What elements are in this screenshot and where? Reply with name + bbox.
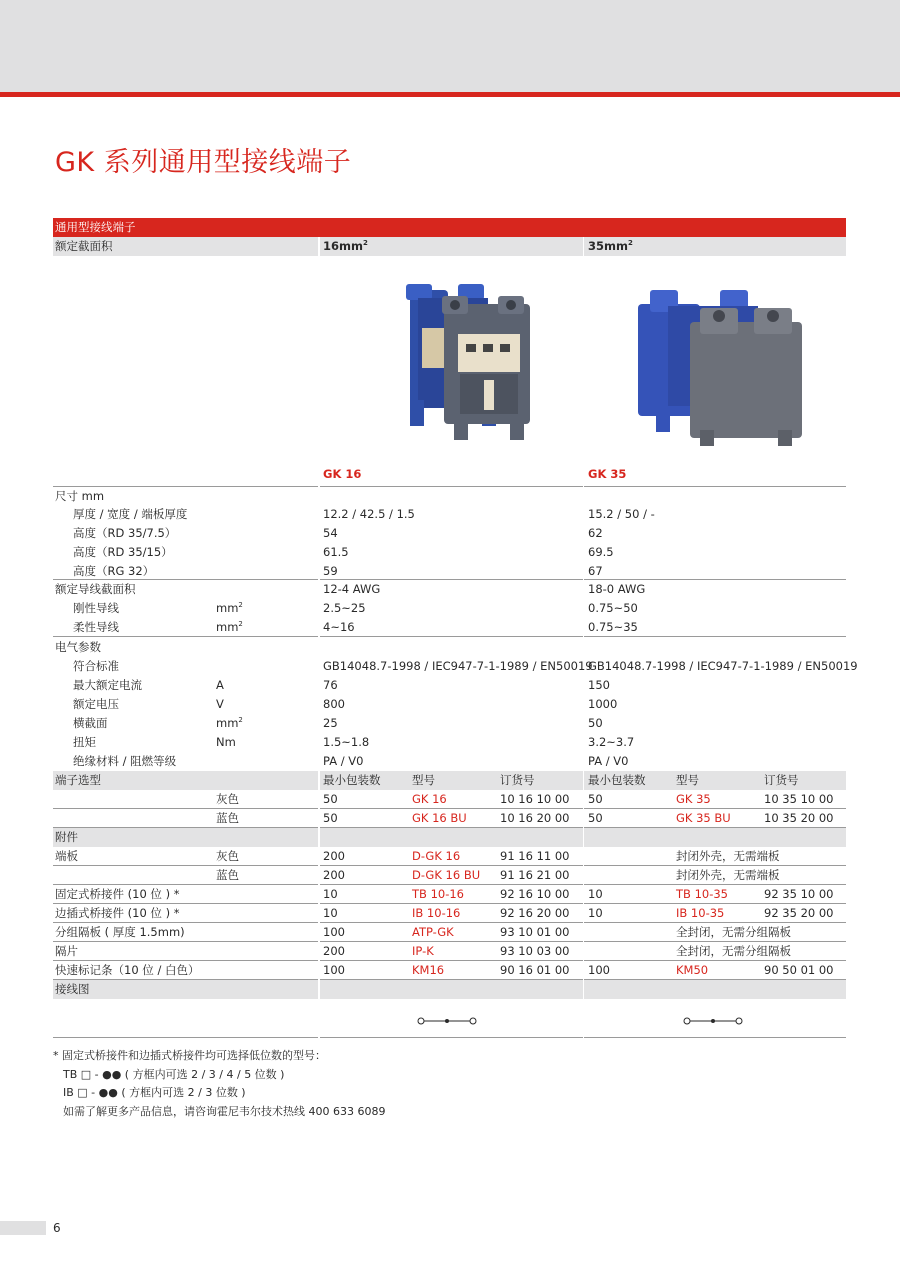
dims-row [53,505,846,524]
row-shade [53,828,318,847]
col1-min-pack-header: 最小包装数 [323,773,381,787]
col1-order: 93 10 01 00 [500,925,570,939]
col2-qty: 10 [588,887,603,901]
col2-order: 10 35 20 00 [764,811,834,825]
col2-model: KM50 [676,963,709,977]
accessory-row [53,885,846,904]
col2-model-header: 型号 [676,773,699,787]
col2-value: 150 [588,678,610,692]
col2-value: 50 [588,716,603,730]
elec-row [53,733,846,752]
col1-order: 10 16 10 00 [500,792,570,806]
col1-model: IP-K [412,944,434,958]
col1-model: D-GK 16 BU [412,868,481,882]
col2-min-pack-header: 最小包装数 [588,773,646,787]
col1-value: 25 [323,716,338,730]
dims-row-label: 厚度 / 宽度 / 端板厚度 [73,507,188,521]
col2-order: 10 35 10 00 [764,792,834,806]
gk35-product-image [628,280,808,450]
col1-order: 90 16 01 00 [500,963,570,977]
row-shade [53,980,318,999]
gk35-image-wrap [628,280,808,454]
col1-section-size: $16mm^2$ [323,239,368,253]
unit-label: Nm [216,735,236,749]
rated-section-row [53,237,846,256]
unit-label: $mm^2$ [216,601,243,615]
col1-qty: 200 [323,868,345,882]
unit-label: $mm^2$ [216,716,243,730]
header-band [0,0,900,92]
col1-qty: 10 [323,906,338,920]
product-name-row [53,465,846,484]
accessory-row [53,923,846,942]
dims-row [53,543,846,562]
elec-row-label: 额定电压 [73,697,119,711]
page-number: 6 [53,1221,61,1235]
elec-row-label: 扭矩 [73,735,96,749]
elec-label: 电气参数 [55,640,101,654]
wire-header-row [53,580,846,599]
accessory-row-label: 分组隔板 ( 厚度 1.5mm) [55,925,185,939]
col1-value: 12-4 AWG [323,582,381,596]
col1-order: 10 16 20 00 [500,811,570,825]
superscript: 2 [238,601,243,610]
col1-order: 91 16 21 00 [500,868,570,882]
elec-row-label: 最大额定电流 [73,678,142,692]
accessory-row [53,866,846,885]
wiring-label: 接线图 [55,982,90,996]
accessory-row-label: 快速标记条（10 位 / 白色） [55,963,200,977]
col2-model: 封闭外壳，无需端板 [676,868,780,882]
col2-value: 3.2~3.7 [588,735,635,749]
col1-product-name: GK 16 [323,467,362,481]
col2-value: 18-0 AWG [588,582,646,596]
col1-wiring-diagram [417,1012,477,1031]
col2-qty: 50 [588,811,603,825]
header-accent-line [0,92,900,97]
page-tab [0,1221,46,1235]
wiring-diagram-icon [683,1015,743,1027]
unit-label: $mm^2$ [216,620,243,634]
divider [53,1037,318,1038]
col2-order: 92 35 20 00 [764,906,834,920]
col2-model: GK 35 BU [676,811,731,825]
col1-model: ATP-GK [412,925,454,939]
col2-model: TB 10-35 [676,887,728,901]
accessory-row-label: 隔片 [55,944,78,958]
color-variant-row [53,790,846,809]
elec-row-label: 横截面 [73,716,108,730]
accessory-row [53,904,846,923]
col1-order: 92 16 20 00 [500,906,570,920]
col2-order: 92 35 10 00 [764,887,834,901]
superscript: 2 [238,620,243,629]
col1-qty: 100 [323,925,345,939]
dims-label: 尺寸 mm [55,489,105,503]
col1-value: 54 [323,526,338,540]
unit-label: V [216,697,224,711]
col2-section-size: $35mm^2$ [588,239,633,253]
divider [53,636,318,637]
col2-wiring-diagram [683,1012,743,1031]
page-title: GK 系列通用型接线端子 [55,147,352,178]
accessory-header-row [53,828,846,847]
superscript: 2 [627,239,633,248]
elec-header-row [53,638,846,657]
col1-qty: 50 [323,792,338,806]
col1-qty: 200 [323,849,345,863]
row-shade [584,828,846,847]
dims-row-label: 高度（RD 35/15） [73,545,173,559]
col2-model: 封闭外壳，无需端板 [676,849,780,863]
wiring-header-row [53,980,846,999]
col2-qty: 100 [588,963,610,977]
dims-row [53,524,846,543]
col2-value: 69.5 [588,545,614,559]
col2-order: 90 50 01 00 [764,963,834,977]
col2-value: 15.2 / 50 / - [588,507,655,521]
col2-value: GB14048.7-1998 / IEC947-7-1-1989 / EN50019 [588,659,858,673]
col2-value: 0.75~50 [588,601,638,615]
col2-qty: 50 [588,792,603,806]
footnote-line: TB □ - ●● ( 方框内可选 2 / 3 / 4 / 5 位数 ) [63,1067,285,1081]
col2-model: 全封闭，无需分组隔板 [676,925,791,939]
accessory-row-label: 边插式桥接件 (10 位 ) * [55,906,180,920]
select-label: 端子选型 [55,773,101,787]
wiring-diagram-icon [417,1015,477,1027]
col1-qty: 200 [323,944,345,958]
row-shade [320,980,583,999]
col1-value: 1.5~1.8 [323,735,370,749]
color-label: 灰色 [216,792,239,806]
dims-row-label: 高度（RG 32） [73,564,155,578]
col1-model: TB 10-16 [412,887,464,901]
elec-row [53,714,846,733]
row-shade [584,980,846,999]
color-label: 蓝色 [216,811,239,825]
dims-row-label: 高度（RD 35/7.5） [73,526,177,540]
accessory-row-label: 固定式桥接件 (10 位 ) * [55,887,180,901]
col1-value: 12.2 / 42.5 / 1.5 [323,507,415,521]
elec-row [53,657,858,676]
col1-model: GK 16 BU [412,811,467,825]
table-section-header [53,218,846,237]
col1-model: IB 10-16 [412,906,461,920]
unit-label: A [216,678,224,692]
footnote-line: 如需了解更多产品信息，请咨询霍尼韦尔技术热线 400 633 6089 [63,1104,386,1118]
divider [584,636,846,637]
color-label: 灰色 [216,849,239,863]
color-variant-row [53,809,846,828]
elec-row-label: 符合标准 [73,659,119,673]
dims-header-row [53,487,846,506]
col1-order-header: 订货号 [500,773,535,787]
col2-model: GK 35 [676,792,711,806]
col2-model: IB 10-35 [676,906,725,920]
wire-row-label: 刚性导线 [73,601,119,615]
col1-value: 61.5 [323,545,349,559]
col1-value: 2.5~25 [323,601,366,615]
col1-qty: 50 [323,811,338,825]
wire-row [53,599,846,618]
wire-label: 额定导线截面积 [55,582,136,596]
superscript: 2 [362,239,368,248]
col1-value: 76 [323,678,338,692]
accessory-row [53,847,846,866]
col1-qty: 10 [323,887,338,901]
col1-value: PA / V0 [323,754,364,768]
section-header-label: 通用型接线端子 [55,220,136,234]
col2-qty: 10 [588,906,603,920]
col1-model-header: 型号 [412,773,435,787]
col2-value: 67 [588,564,603,578]
elec-row [53,752,846,771]
col2-value: 1000 [588,697,618,711]
col1-model: D-GK 16 [412,849,461,863]
col2-value: 62 [588,526,603,540]
endplate-label: 端板 [55,849,78,863]
footnote-line: IB □ - ●● ( 方框内可选 2 / 3 位数 ) [63,1086,246,1099]
col1-value: 800 [323,697,345,711]
gk16-image-wrap [362,270,532,449]
row-shade [320,828,583,847]
footnote-line: * 固定式桥接件和边插式桥接件均可选择低位数的型号： [53,1049,326,1062]
col2-value: PA / V0 [588,754,629,768]
col1-order: 92 16 10 00 [500,887,570,901]
divider [320,1037,583,1038]
rated-section-label: 额定截面积 [55,239,113,253]
elec-row-label: 绝缘材料 / 阻燃等级 [73,754,177,768]
col2-value: 0.75~35 [588,620,638,634]
divider [320,636,583,637]
wire-row-label: 柔性导线 [73,620,119,634]
divider [584,1037,846,1038]
col1-model: KM16 [412,963,445,977]
superscript: 2 [238,716,243,725]
col2-model: 全封闭，无需分组隔板 [676,944,791,958]
accessory-row [53,942,846,961]
col1-value: 59 [323,564,338,578]
color-label: 蓝色 [216,868,239,882]
col1-qty: 100 [323,963,345,977]
col2-order-header: 订货号 [764,773,799,787]
col2-product-name: GK 35 [588,467,627,481]
gk16-product-image [362,270,532,445]
col1-value: 4~16 [323,620,355,634]
wire-row [53,618,846,637]
col1-order: 91 16 11 00 [500,849,570,863]
elec-row [53,695,846,714]
elec-row [53,676,846,695]
col1-value: GB14048.7-1998 / IEC947-7-1-1989 / EN50019 [323,659,593,673]
select-header-row [53,771,846,790]
accessory-label: 附件 [55,830,78,844]
col1-model: GK 16 [412,792,447,806]
accessory-row [53,961,846,980]
col1-order: 93 10 03 00 [500,944,570,958]
